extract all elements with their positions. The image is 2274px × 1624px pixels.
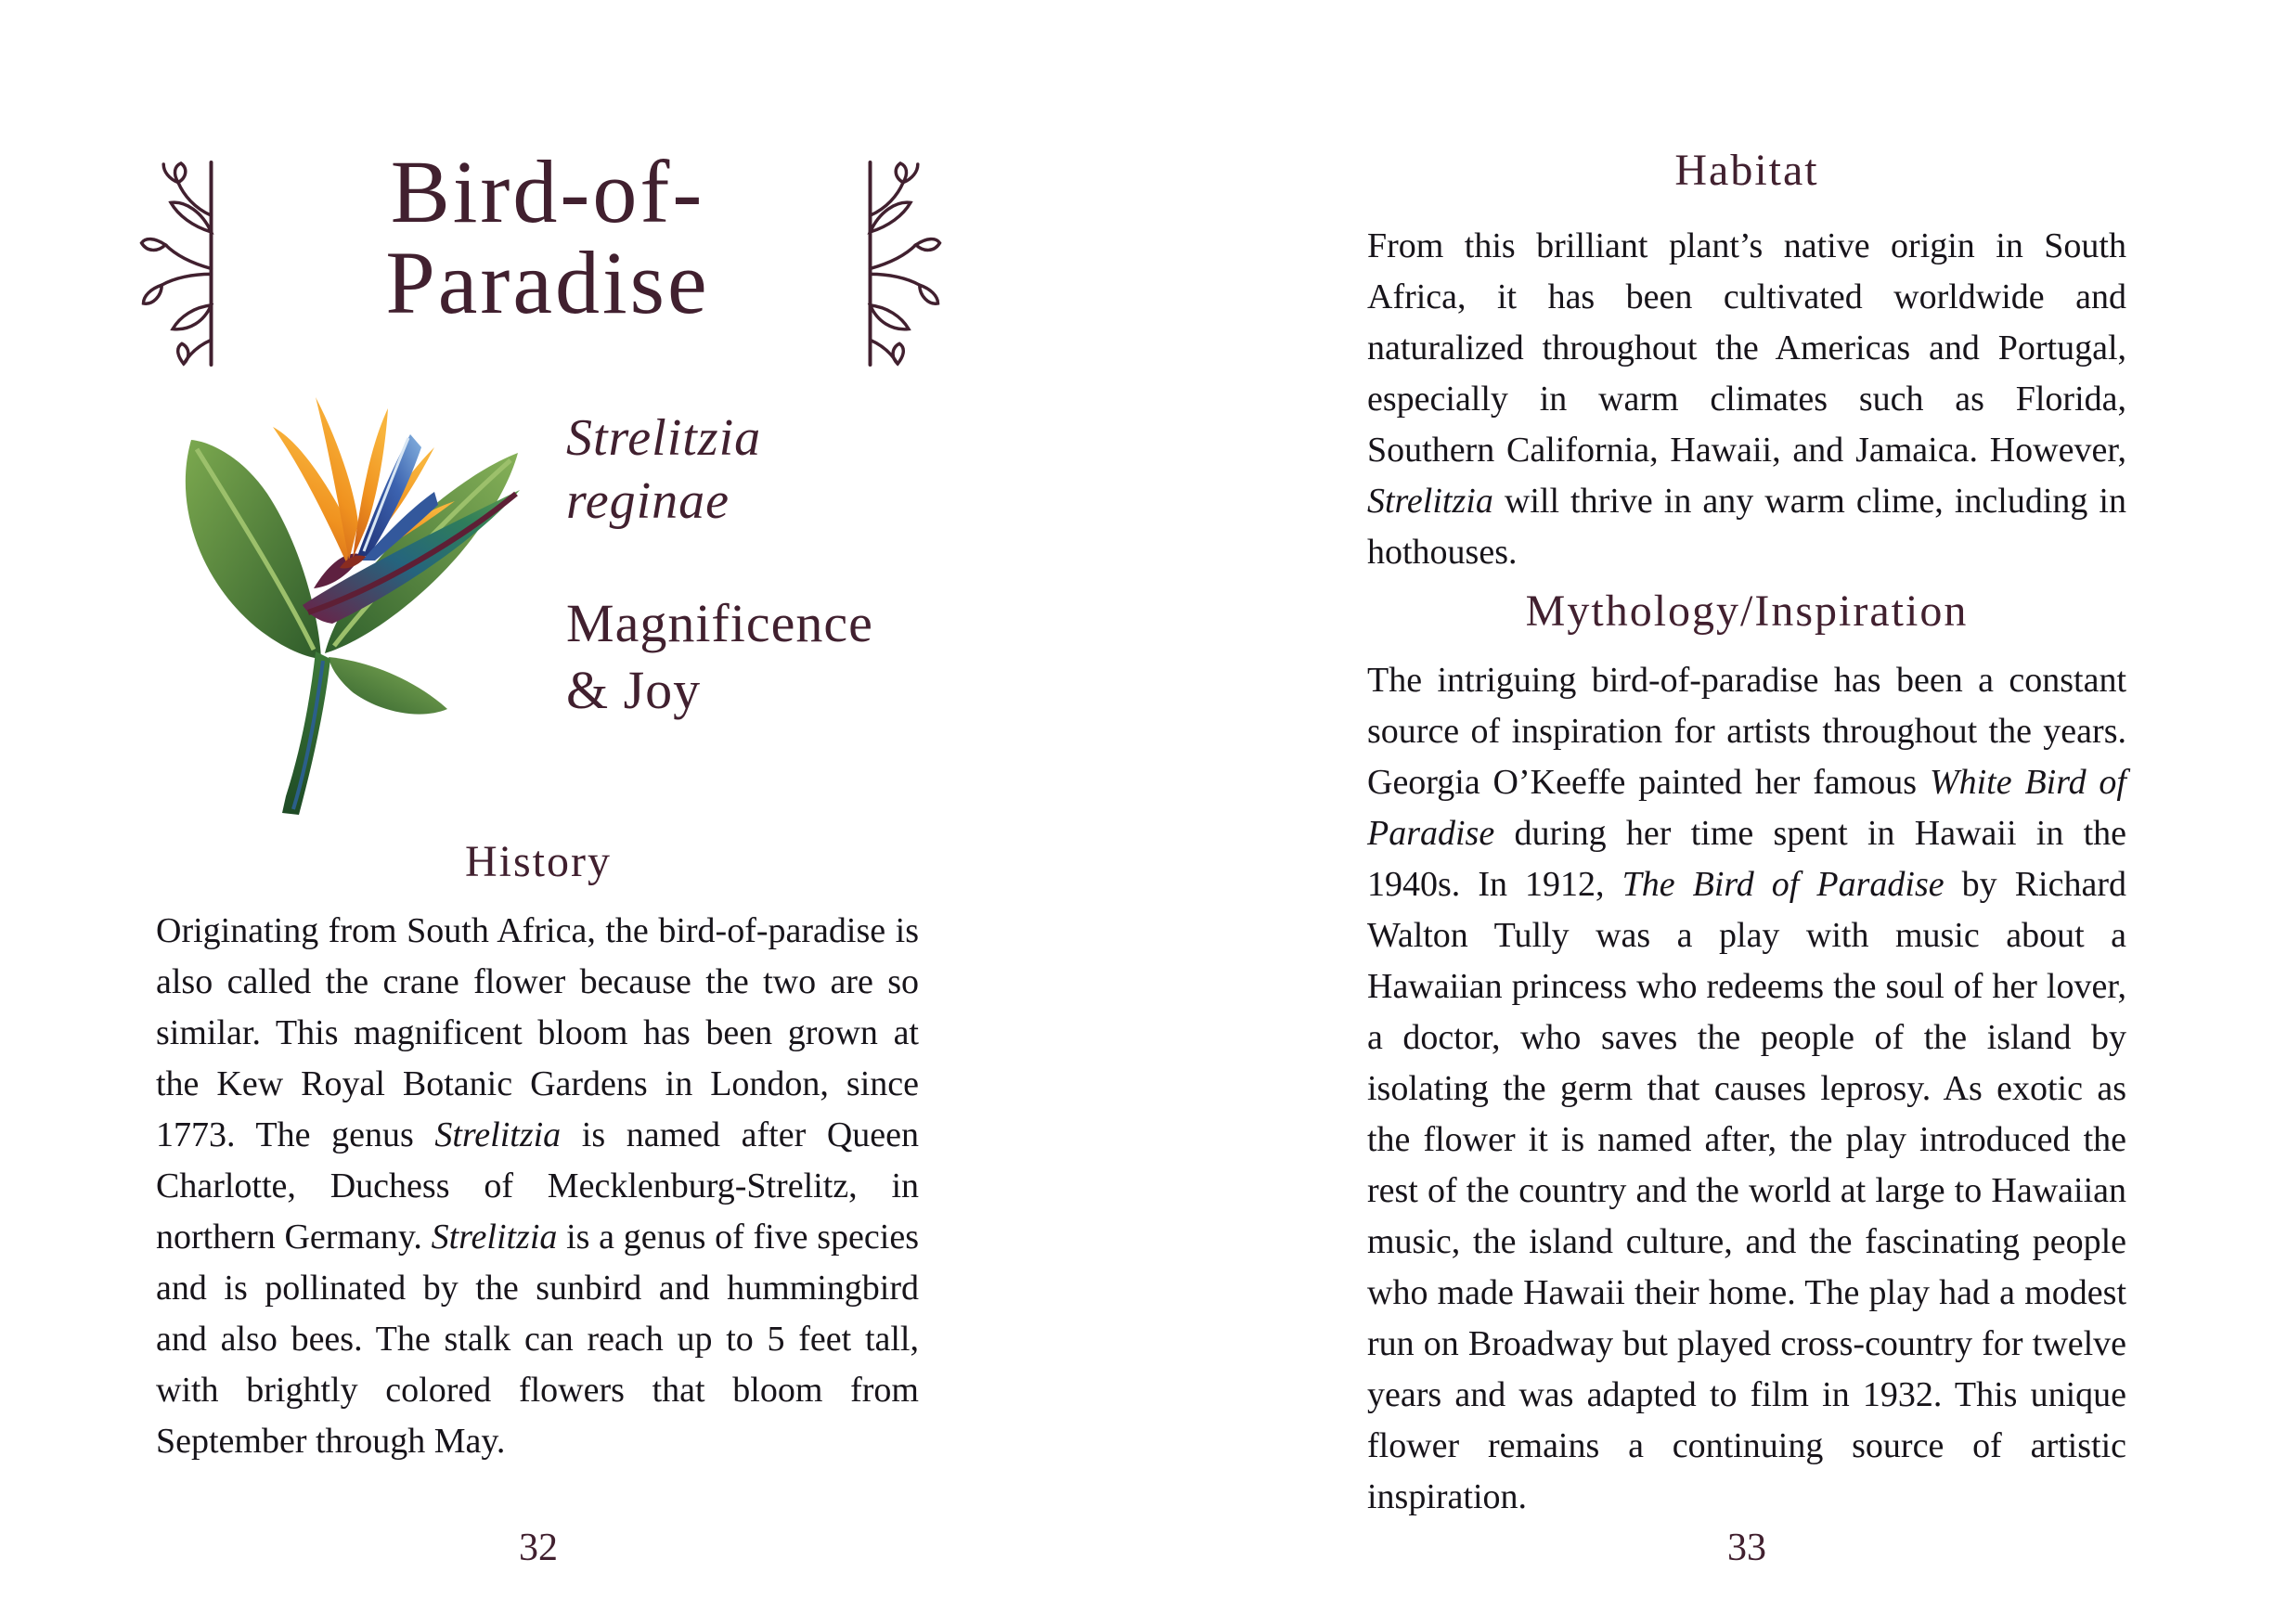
flower-symbolism xyxy=(566,590,975,724)
mythology-heading: Mythology/Inspiration xyxy=(1525,586,1969,636)
scientific-name-line-1: Strelitzia xyxy=(566,409,762,467)
title-line-1: Bird-of- xyxy=(390,142,705,241)
habitat-heading: Habitat xyxy=(1674,146,1819,195)
bird-of-paradise-illustration xyxy=(165,382,536,826)
botanical-flourish-left-icon xyxy=(137,161,216,367)
scientific-name-line-2: reginae xyxy=(566,472,730,530)
history-paragraph: Originating from South Africa, the bird-of-paradise is also called the crane flower because the two are so similar. This magnificent bloom has been grown at the Kew Royal Botanic Gardens in London, since 1773. The genus Strelitzia is named after Queen Charlotte, Duchess of Mecklenburg-Strelitz, in northern Germany. Strelitzia is a genus of five species and is pollinated by the sunbird and hummingbird and also bees. The stalk can reach up to 5 feet tall, with brightly colored flowers that bloom from September through May. xyxy=(156,911,919,1461)
botanical-flourish-right-icon xyxy=(865,161,944,367)
page-number-left: 32 xyxy=(519,1527,558,1569)
symbolism-line-1: Magnificence xyxy=(566,593,873,653)
habitat-paragraph: From this brilliant plant’s native origin in South Africa, it has been cultivated worldwide and naturalized throughout the Americas and Portugal, especially in warm climates such as Florida, Southern California, Hawaii, and Jamaica. However, Strelitzia will thrive in any warm clime, including in hothouses. xyxy=(1367,226,2126,572)
page-title xyxy=(241,142,854,332)
page-number-right: 33 xyxy=(1727,1527,1766,1569)
symbolism-line-2: & Joy xyxy=(566,660,702,720)
history-heading: History xyxy=(465,837,612,886)
mythology-paragraph: The intriguing bird-of-paradise has been a constant source of inspiration for artists throughout the years. Georgia O’Keeffe painted her famous White Bird of Paradise during her time spent in Hawaii in the 1940s. In 1912, The Bird of Paradise by Richard Walton Tully was a play with music about a Hawaiian princess who redeems the soul of her lover, a doctor, who saves the people of the island by isolating the germ that causes leprosy. As exotic as the flower it is named after, the play introduced the rest of the country and the world at large to Hawaiian music, the island culture, and the fascinating people who made Hawaii their home. The play had a modest run on Broadway but played cross-country for twelve years and was adapted to film in 1932. This unique flower remains a continuing source of artistic inspiration. xyxy=(1367,661,2126,1516)
scientific-name xyxy=(566,406,956,533)
title-line-2: Paradise xyxy=(385,233,710,332)
